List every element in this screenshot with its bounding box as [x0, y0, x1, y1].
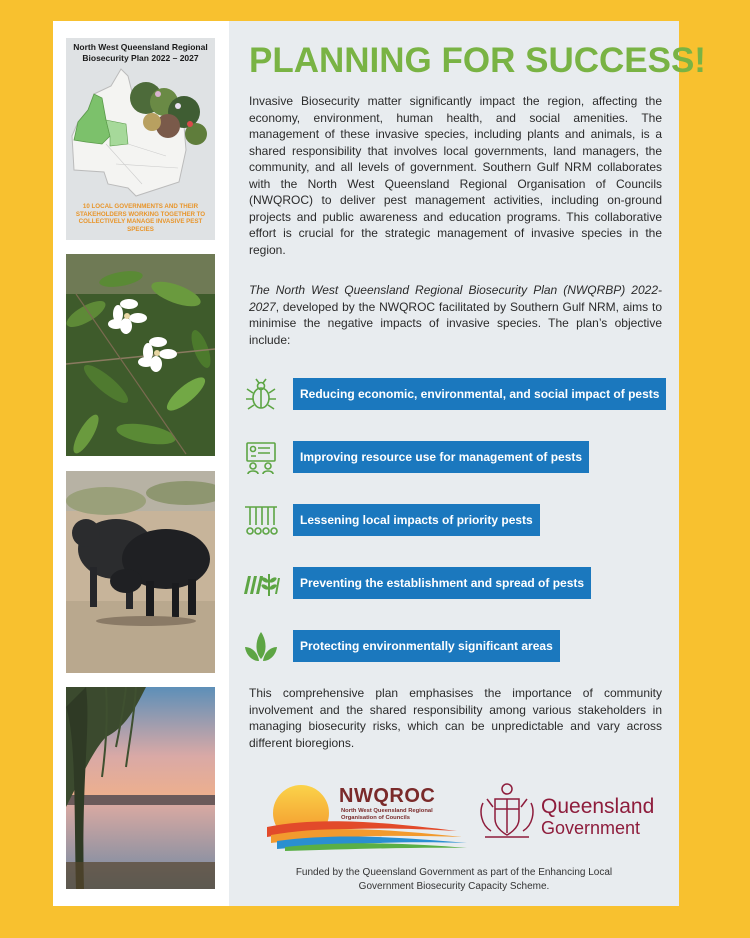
plan-cover-image: [66, 38, 215, 240]
intro-paragraph: Invasive Biosecurity matter significantly impact the region, affecting the economy, environment, human health, and social amenities. The management of these invasive species, including plants and animals, is a shared responsibility that involves local governments, land managers, the community, and all levels of government. Southern Gulf NRM collaborates with the North West Queensland Regional Organisation of Councils (NWQROC) to deliver pest management activities, including on-ground projects and public awareness and education programs. This collaborative effort is crucial for the strategic management of invasive species in the region.: [249, 94, 662, 257]
page-title: PLANNING FOR SUCCESS!: [249, 41, 706, 80]
objective-reduce-impact: Reducing economic, environmental, and social impact of pests: [293, 378, 666, 410]
pigs-illustration: [66, 471, 215, 673]
plan-name: The North West Queensland Regional Biosecurity Plan (NWQRBP) 2022-2027: [249, 283, 662, 314]
cover-title-line1: North West Queensland Regional: [73, 42, 208, 52]
barrier-plant-icon: [242, 566, 280, 602]
cover-subtitle: 10 LOCAL GOVERNMENTS AND THEIR STAKEHOLDERS WORKING TOGETHER TO COLLECTIVELY MANAGE INVASIVE PEST SPECIES: [75, 203, 206, 233]
resource-board-icon: [242, 440, 280, 476]
nwqroc-subtitle-1: North West Queensland Regional: [341, 808, 433, 814]
objective-prevent-spread: Preventing the establishment and spread of pests: [293, 567, 591, 599]
queensland-government-logo: [475, 781, 655, 843]
white-flower-photo: [66, 254, 215, 456]
queensland-coat-of-arms: [477, 781, 537, 843]
nwqroc-name: NWQROC: [339, 785, 436, 807]
queensland-wordmark: Queensland: [541, 795, 655, 818]
nwqroc-logo: [257, 781, 467, 851]
feral-pigs-photo: [66, 471, 215, 673]
funding-note: Funded by the Queensland Government as part of the Enhancing Local Government Biosecurity Capacity Scheme.: [295, 867, 613, 892]
objective-resource-use: Improving resource use for management of pests: [293, 441, 589, 473]
closing-paragraph: This comprehensive plan emphasises the importance of community involvement and the shared responsibility among various stakeholders in managing biosecurity risks, which can be unpredictable and vary across different bioregions.: [249, 686, 662, 750]
cover-title: [70, 42, 211, 64]
objective-protect-areas: Protecting environmentally significant areas: [293, 630, 560, 662]
poster-card: [53, 21, 706, 906]
image-column: [53, 21, 229, 906]
sunset-illustration: [66, 687, 215, 889]
nwqroc-subtitle-2: Organisation of Councils: [341, 815, 410, 821]
cover-title-line2: Biosecurity Plan 2022 – 2027: [82, 53, 199, 63]
plan-paragraph: [249, 282, 662, 348]
plan-description: , developed by the NWQROC facilitated by Southern Gulf NRM, aims to minimise the negative impacts of invasive species. The plan’s objective include:: [249, 299, 662, 347]
objective-lessen-impacts: Lessening local impacts of priority pests: [293, 504, 540, 536]
sprinkler-icon: [242, 503, 280, 539]
beetle-icon: [242, 377, 280, 413]
river-sunset-photo: [66, 687, 215, 889]
queensland-map-graphic: [66, 64, 215, 204]
flower-illustration: [66, 254, 215, 456]
leaves-icon: [242, 629, 280, 665]
government-wordmark: Government: [541, 818, 641, 838]
